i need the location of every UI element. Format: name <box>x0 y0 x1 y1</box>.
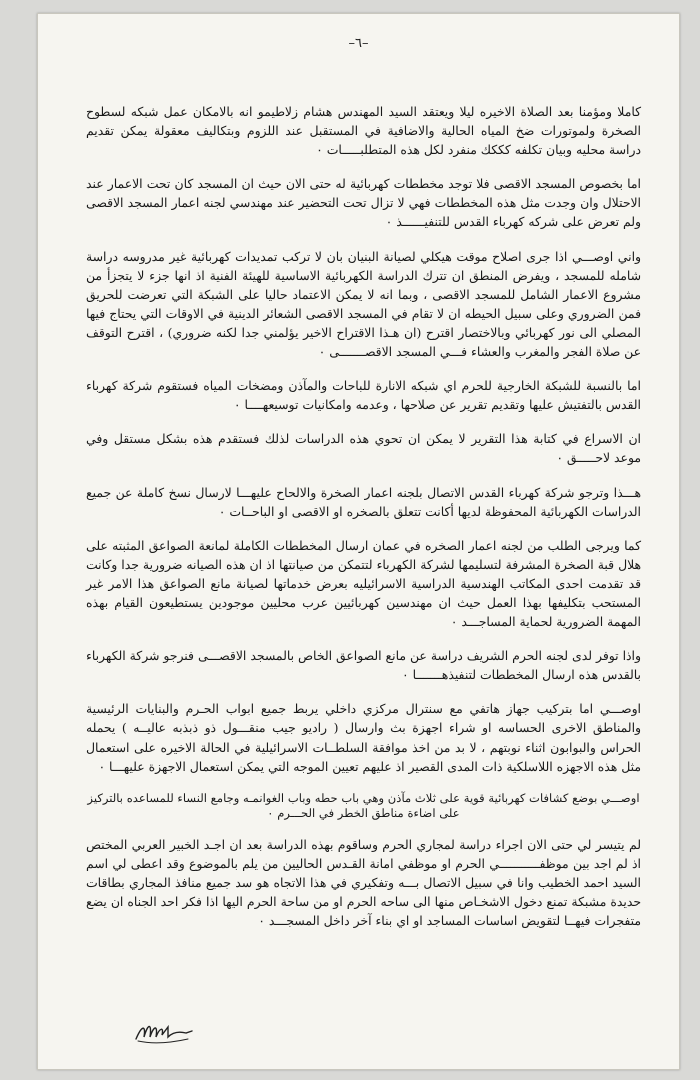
paragraph-6: هـــذا وترجو شركة كهرباء القدس الاتصال بلجنه اعمار الصخرة والالحاح عليهـــا لارسال نسخ كاملة عن جميع الدراسات الكهربائية المحفوظة لديها أكانت تتعلق بالصخره او الاقصى او الباحــات ٠ <box>86 484 641 519</box>
document-page <box>37 13 680 1070</box>
paragraph-3: واني اوصـــي اذا جرى اصلاح موقت هيكلي لصيانة البنيان بان لا تركب تمديدات كهربائية غير مدروسه دراسة شامله للمسجد ، ويفرض المنطق ان تترك الدراسة الكهربائية الاساسية للهيئة الفنية اذ انها جزء لا يتجزأ من مشروع الاعمار الشامل للمسجد الاقصى ، وبما انه لا يمكن الاعتماد حاليا على الشبكة التي تعرضت للحريق فمن الضروري وعلى سبيل الحيطه ان لا تقام في المسجد الاقصى الشعائر الدينية في الاوقات التي يحتاج فيها المصلي الى نور كهربائي وبالاختصار اقترح (ان هـذا الاقتراح الاخير يؤلمني جدا لكنه ضروري) ، اقترح التوقف عن صلاة الفجر والمغرب والعشاء فـــي المسجد الاقصـــــــى ٠ <box>86 248 641 360</box>
paragraph-1: كاملا ومؤمنا بعد الصلاة الاخيره ليلا ويعتقد السيد المهندس هشام زلاطيمو انه بالامكان عمل شبكه لسطوح الصخرة ولموتورات ضخ المياه الحالية والاضافية في المستقبل عند اللزوم وبتكاليف معقولة يمكن تقديم دراسة محليه وبيان تكلفه كككك منفرد لكل هذه المتطلبـــــات ٠ <box>86 104 641 158</box>
paragraph-9: اوصـــي اما بتركيب جهاز هاتفي مع سنترال مركزي داخلي يربط جميع ابواب الحـرم والبنايات الرئيسية والمناطق الاخرى الحساسه او شراء اجهزة بث وارسال ( راديو جيب منقـــول ذو ذبذبه عاليــه ) يحمله الحراس والبوابون اثناء نوبتهم ، لا بد من اخذ موافقة السلطــات الاسرائيلية في الحالة الاخيره على استعمال مثل هذه الاجهزه اللاسلكية ذات المدى القصير اذ عليهم تعيين الموجه التي يمكن استعمال الاجهزة عليهـــا ٠ <box>86 701 641 774</box>
paragraph-5: ان الاسراع في كتابة هذا التقرير لا يمكن ان تحوي هذه الدراسات لذلك فستقدم هذه بشكل مستقل وفي موعد لاحـــــق ٠ <box>86 431 641 466</box>
paragraph-2: اما بخصوص المسجد الاقصى فلا توجد مخططات كهربائية له حتى الان حيث ان المسجد كان تحت الاعمار عند الاحتلال وان وجدت مثل هذه المخططات فهي لا تزال تحت التحضير عند مهندسي لجنه اعمار المسجد الاقصى ولم تعرض على شركه كهرباء القدس للتنفيــــــذ ٠ <box>86 176 641 230</box>
paragraph-4: اما بالنسبة للشبكة الخارجية للحرم اي شبكه الانارة للباحات والمآذن ومضخات المياه فستقوم شركة كهرباء القدس بالتفتيش عليها وتقديم تقرير عن صلاحها ، وعدمه وامكانيات توسيعهــــا ٠ <box>86 378 641 413</box>
letter-body <box>86 102 641 945</box>
paragraph-10: اوصـــي بوضع كشافات كهربائية قوية على ثلاث مآذن وهي باب حطه وباب الغوانمـه وجامع النساء للمساعده بالتركيز على اضاءة مناطق الخطر في الحـــرم ٠ <box>87 790 640 820</box>
paragraph-8: واذا توفر لدى لجنه الحرم الشريف دراسة عن مانع الصواعق الخاص بالمسجد الاقصـــى فنرجو شركة الكهرباء بالقدس هذه ارسال المخططات لتنفيذهـــــــا ٠ <box>86 648 641 683</box>
paragraph-7: كما ويرجى الطلب من لجنه اعمار الصخره في عمان ارسال المخططات الكاملة لمانعة الصواعق المثبته على هلال قبة الصخرة المشرفة لتسليمها لشركة الكهرباء لتتمكن من صيانتها اذ ان هذه الصيانه ضرورية جدا وكانت قد تقدمت احدى المكاتب الهندسية الدراسية الاسرائيليه بعرض خدماتها لصيانة مانع الصواعق هذا الامر غير المستحب بتكليفها بهذا العمل حيث ان مهندسين كهربائيين عرب محليين موجودين يستطيعون القيام بهذه المهمة الضرورية لحماية المساجـــد ٠ <box>86 537 641 630</box>
page-number: –٦– <box>348 36 369 51</box>
paragraph-11: لم يتيسر لي حتى الان اجراء دراسة لمجاري الحرم وساقوم بهذه الدراسة بعد ان اجـد الخبير العربي المختص اذ لم اجد بين موظفـــــــــــي الحرم او موظفي امانة القـدس الحاليين من يلم بالموضوع وقد اعطى لي اسم السيد احمد الخطيب وانا في سبيل الاتصال بـــه وتفكيري في هذا الاتجاه هو سد جميع منافذ المجاري بطاقات حديدة مشبكة تمنع دخول الاشخـاص منها الى ساحه الحرم او من ساحة الحرم اليها اذا فكر احد الجناه ان يضع متفجرات فيهــا لتقويض اساسات المساجد او اي بناء آخر داخل المسجـــد ٠ <box>86 836 641 929</box>
signature-mark <box>134 1019 196 1045</box>
